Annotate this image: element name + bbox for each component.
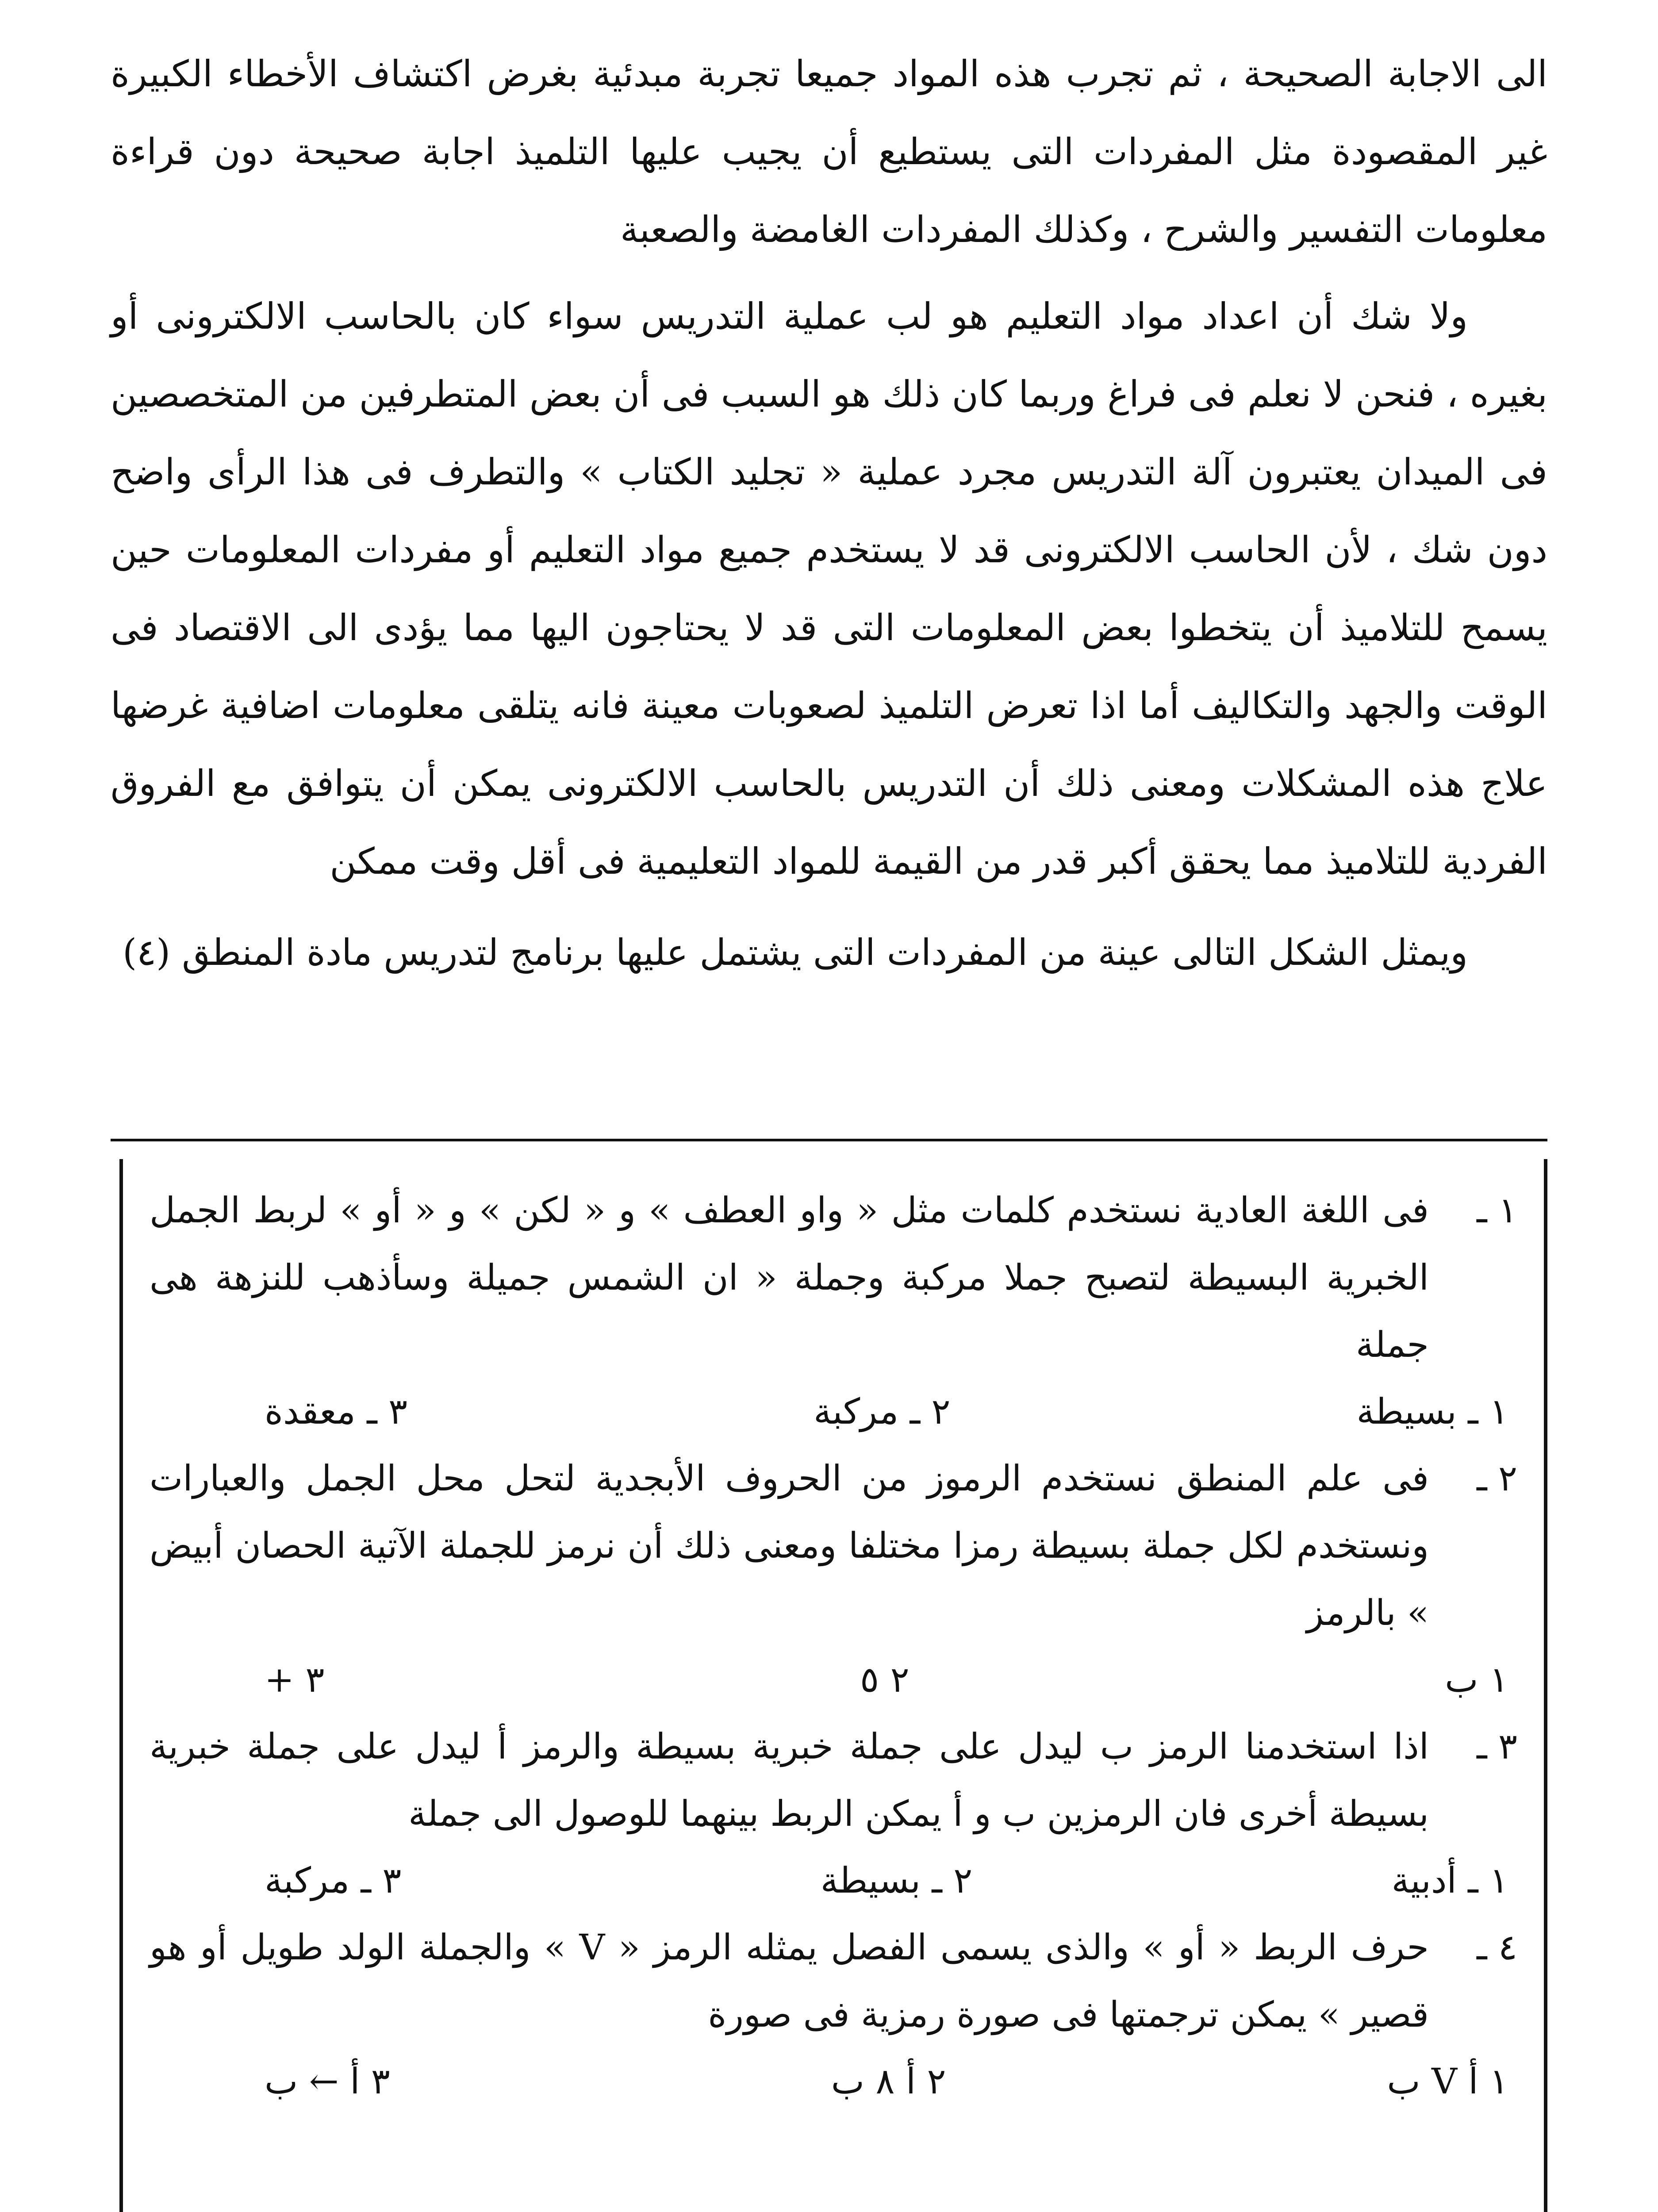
book-page [111, 35, 1547, 2212]
item-4-options [265, 2048, 1508, 2115]
sample-item-4 [150, 1914, 1517, 2048]
item-number: ٢ ـ [1477, 1458, 1517, 1499]
sample-items-box [119, 1159, 1547, 2212]
option-3: ٣ ـ معقدة [265, 1391, 408, 1432]
option-1: ١ ب [1445, 1659, 1508, 1700]
sample-items-list [150, 1177, 1517, 2115]
item-2-options [265, 1647, 1508, 1713]
option-2: ٢ ٥ [860, 1659, 910, 1700]
item-1-options [265, 1379, 1508, 1445]
option-1: ١ أ V ب [1387, 2061, 1508, 2102]
paragraph-3: ويمثل الشكل التالى عينة من المفردات التى يشتمل عليها برنامج لتدريس مادة المنطق (٤) [123, 932, 1468, 974]
option-3: ٣ + [265, 1659, 325, 1700]
item-text: حرف الربط « أو » والذى يسمى الفصل يمثله الرمز « V » والجملة الولد طويل أو هو قصير » يمكن ترجمتها فى صورة رمزية فى صورة [150, 1927, 1429, 2035]
option-2: ٢ ـ بسيطة [820, 1860, 973, 1901]
sample-item-2 [150, 1445, 1517, 1647]
item-text: فى اللغة العادية نستخدم كلمات مثل « واو العطف » و « لكن » و « أو » لربط الجمل الخبرية البسيطة لتصبح جملا مركبة وجملة « ان الشمس جميلة وسأذهب للنزهة هى جملة [150, 1190, 1429, 1365]
option-3: ٣ ـ مركبة [265, 1860, 402, 1901]
item-3-options [265, 1847, 1508, 1914]
paragraph-2: ولا شك أن اعداد مواد التعليم هو لب عملية التدريس سواء كان بالحاسب الالكترونى أو بغيره ، فنحن لا نعلم فى فراغ وربما كان ذلك هو السبب فى أن بعض المتطرفين من المتخصصين فى الميدان يعتبرون آلة التدريس مجرد عملية « تجليد الكتاب » والتطرف فى هذا الرأى واضح دون شك ، لأن الحاسب الالكترونى قد لا يستخدم جميع مواد التعليم أو مفردات المعلومات حين يسمح للتلاميذ أن يتخطوا بعض المعلومات التى قد لا يحتاجون اليها مما يؤدى الى الاقتصاد فى الوقت والجهد والتكاليف أما اذا تعرض التلميذ لصعوبات معينة فانه يتلقى معلومات اضافية غرضها علاج هذه المشكلات ومعنى ذلك أن التدريس بالحاسب الالكترونى يمكن أن يتوافق مع الفروق الفردية للتلاميذ مما يحقق أكبر قدر من القيمة للمواد التعليمية فى أقل وقت ممكن [111, 296, 1548, 883]
item-number: ٣ ـ [1477, 1726, 1517, 1767]
option-1: ١ ـ أدبية [1391, 1860, 1508, 1901]
option-2: ٢ ـ مركبة [814, 1391, 951, 1432]
sample-item-3 [150, 1713, 1517, 1847]
sample-item-1 [150, 1177, 1517, 1379]
figure-top-rule [111, 1139, 1547, 1141]
option-3: ٣ أ ← ب [265, 2061, 390, 2102]
item-text: فى علم المنطق نستخدم الرموز من الحروف الأبجدية لتحل محل الجمل والعبارات ونستخدم لكل جملة بسيطة رمزا مختلفا ومعنى ذلك أن نرمز للجملة الآتية الحصان أبيض » بالرمز [150, 1458, 1429, 1633]
item-number: ١ ـ [1477, 1190, 1517, 1231]
option-1: ١ ـ بسيطة [1356, 1391, 1508, 1432]
option-2: ٢ أ ٨ ب [831, 2061, 946, 2102]
item-text: اذا استخدمنا الرمز ب ليدل على جملة خبرية بسيطة والرمز أ ليدل على جملة خبرية بسيطة أخرى فان الرمزين ب و أ يمكن الربط بينهما للوصول الى جملة [150, 1726, 1429, 1834]
item-number: ٤ ـ [1477, 1927, 1517, 1968]
paragraph-1: الى الاجابة الصحيحة ، ثم تجرب هذه المواد جميعا تجربة مبدئية بغرض اكتشاف الأخطاء الكبيرة غير المقصودة مثل المفردات التى يستطيع أن يجيب عليها التلميذ اجابة صحيحة دون قراءة معلومات التفسير والشرح ، وكذلك المفردات الغامضة والصعبة [111, 53, 1547, 251]
